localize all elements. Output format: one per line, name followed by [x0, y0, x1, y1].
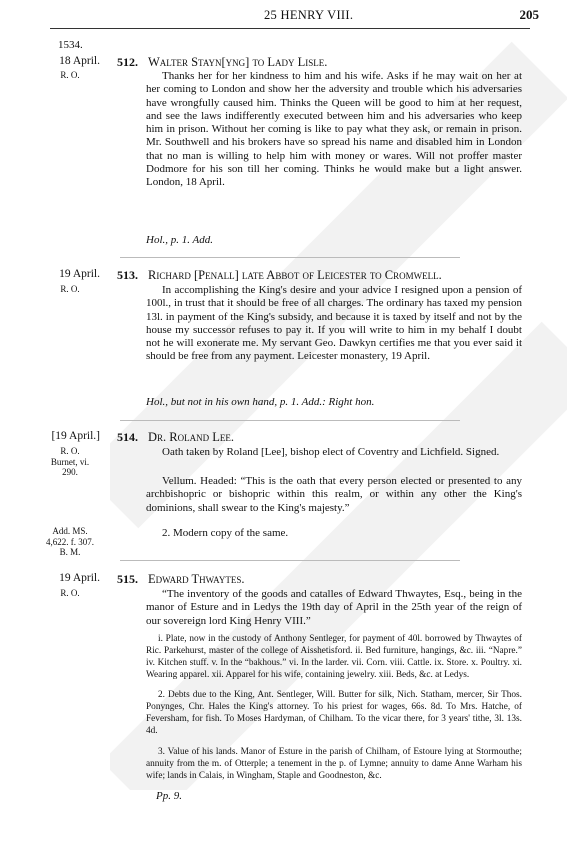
entry-body: Thanks her for her kindness to him and his wife. Asks if he may wait on her at her coming to London and show her the adversity and trouble which his adversaries have wrongfully caused him. Thinks the Queen will be good to him at her request, and see the laws indifferently executed between him and his adversaries who keep him in prison. Without her coming is like to pay what they ask, or remain in prison. Mr. Southwell and his brokers have so spread his name and disabled him in London that no man is willing to help him with money or wares. Will not proffer master Dodmore for his son till her coming. Thinks he would make but a light answer. London, 18 April.	[146, 70, 522, 189]
entry-copy-note: 2. Modern copy of the same.	[162, 527, 289, 539]
entry-footnote: Hol., p. 1. Add.	[146, 234, 214, 246]
entry-number: 512.	[117, 55, 138, 69]
entry-heading: Dr. Roland Lee.	[148, 430, 234, 444]
entry-footnote: Hol., but not in his own hand, p. 1. Add.: Right hon.	[146, 396, 375, 408]
entry-source: R. O.	[60, 284, 80, 294]
separator	[120, 257, 460, 258]
entry-number: 514.	[117, 430, 138, 444]
entry-number: 513.	[117, 268, 138, 282]
entry-date: 19 April.	[59, 572, 100, 584]
entry-body: Oath taken by Roland [Lee], bishop elect of Coventry and Lichfield. Signed.	[162, 446, 500, 458]
page-header	[0, 6, 567, 26]
entry-body: In accomplishing the King's desire and your advice I resigned upon a pension of 100l., in trust that it should be free of all charges. The ordinary has taxed my pension 13l. in payment of the King's subsidy, and because it is taxed by itself and not by the house my successor refuses to pay it. If you will write to him in my behalf I doubt not he will exonerate me. My servant Geo. Dawkyn certifies me that you ever said it should be free from any payment. Leicester monastery, 19 April.	[146, 284, 522, 363]
entry-body: “The inventory of the goods and catalles of Edward Thwaytes, Esq., being in the manor of Esture and in Ledys the 19th day of April in the 25th year of the reign of our sovereign lord King Henry VIII.”	[146, 588, 522, 627]
entry-source: R. O.	[60, 70, 80, 80]
entry-item-3: 3. Value of his lands. Manor of Esture in the parish of Chilham, of Estoure lying at Stormouthe; annuity from the m. of Otterple; a tenement in the p. of Lymne; annuity to dame Anne Warham his wife; lands in Calais, in Wingham, Staple and Goodneston, &c.	[146, 747, 522, 781]
entry-source: R. O.	[60, 588, 80, 598]
separator	[120, 560, 460, 561]
entry-number: 515.	[117, 572, 138, 586]
entry-heading: Richard [Penall] late Abbot of Leicester to Cromwell.	[148, 268, 442, 282]
entry-date: [19 April.]	[51, 430, 100, 442]
entry-item-1: i. Plate, now in the custody of Anthony Sentleger, for payment of 40l. borrowed by Thwaytes of Ric. Parkehurst, master of the college of Aisshetisford. ii. Bed furniture, hangings, &c. iii. “Napre.” iv. Kitchen stuff. v. In the “bakhous.” vi. In the larder. vii. Corn. viii. Cattle. ix. Store. x. Poultry. xi. Wearing apparel. xii. Apparel for his wife, containing jewelry. xiii. Beds, &c. at Ledys.	[146, 634, 522, 680]
separator	[120, 420, 460, 421]
entry-heading: Edward Thwaytes.	[148, 572, 245, 586]
entry-date: 18 April.	[59, 55, 100, 67]
entry-date: 19 April.	[59, 268, 100, 280]
page-number: 205	[519, 7, 539, 22]
entry-source-secondary: Add. MS. 4,622. f. 307. B. M.	[46, 526, 94, 557]
entry-item-2: 2. Debts due to the King, Ant. Sentleger, Will. Butter for silk, Nich. Statham, mercer, Sir Thos. Ponynges, Chr. Hales the King's attorney. To his priest for wages, 66s. 8d. To Mrs. Hatche, of Feversham, for fish. To Moses Hardyman, of Chilham. To the vicar there, for 3 years' tithe, 3l. 13s. 4d.	[146, 690, 522, 736]
header-rule	[50, 28, 530, 29]
entry-source: R. O. Burnet, vi. 290.	[50, 446, 90, 477]
entry-note: Vellum. Headed: “This is the oath that every person elected or presented to any archbishopric or bishopric within this realm, or within any other the King's dominions, shall swear to the King's majesty.”	[146, 475, 522, 514]
running-title: 25 HENRY VIII.	[264, 8, 354, 22]
entry-footnote: Pp. 9.	[156, 790, 182, 802]
year-label: 1534.	[58, 39, 83, 51]
entry-heading: Walter Stayn[yng] to Lady Lisle.	[148, 55, 328, 69]
